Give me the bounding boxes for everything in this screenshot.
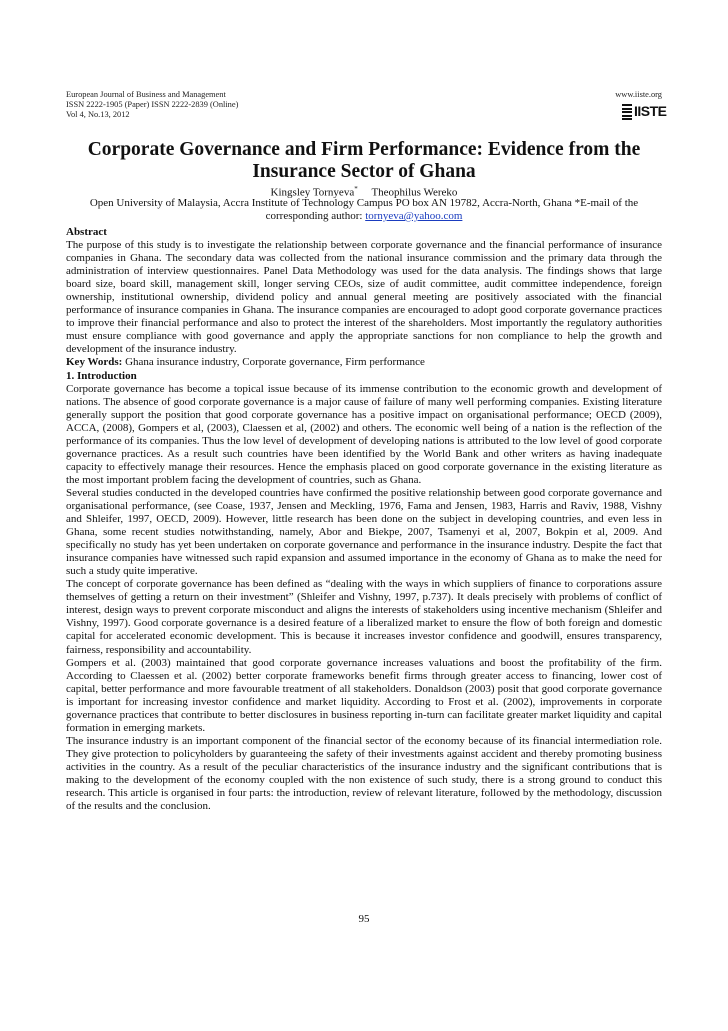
keywords-label: Key Words: <box>66 356 123 369</box>
author-2: Theophilus Wereko <box>371 186 458 199</box>
paragraph: The concept of corporate governance has been defined as “dealing with the ways in which suppliers of finance to corporations assure themselves of getting a return on their investment” (Shleifer and Vishny, 1997, p.737). It deals precisely with problems of conflict of interest, design ways to prevent corporate misconduct and aligns the interests of stakeholders using incentive mechanism (Shleifer and Vishny, 1997). Good corporate governance is a desired feature of a liberalized market to ensure the flow of both foreign and domestic capital for accelerated economic development. This is because it increases investor confidence and goodwill, ensures transparency, fairness, responsibility and accountability. <box>66 578 662 656</box>
abstract-heading: Abstract <box>66 226 107 238</box>
paragraph: The insurance industry is an important component of the financial sector of the economy because of its financial intermediation role. They give protection to policyholders by guaranteeing the safety of their investments against accident and thereby promoting business activities in the country. As a result of the peculiar characteristics of the insurance industry and the significant contributions that is making to the development of the economy coupled with the non existence of such study, there is a strong ground to conduct this research. This article is organised in four parts: the introduction, review of relevant literature, followed by the methodology, discussion of the results and the conclusion. <box>66 734 662 813</box>
abstract-text: The purpose of this study is to investigate the relationship between corporate governance and the financial performance of insurance companies in Ghana. The secondary data was collected from the national insurance commission and the primary data through the administration of interview questionnaires. Panel Data Methodology was used for the data analysis. The findings shows that large board size, board skill, management skill, longer serving CEOs, size of audit committee, audit committee independence, foreign ownership, institutional ownership, dividend policy and annual general meeting are positively associated with the financial performance of insurance companies in Ghana. The insurance companies are encouraged to adopt good corporate governance practices to improve their financial performance and also to protect the interest of the shareholders. Most importantly the regulatory authorities must ensure compliance with good governance and apply the appropriate sanctions for non compliance to help the growth and development of the insurance industry. <box>66 239 662 356</box>
journal-header <box>66 90 667 120</box>
affiliation-text: Open University of Malaysia, Accra Institute of Technology Campus PO box AN 19782, Accra-North, Ghana *E-mail of the corresponding author: <box>89 197 639 222</box>
paragraph: Several studies conducted in the developed countries have confirmed the positive relationship between good corporate governance and organisational performance, (see Coase, 1937, Jensen and Meckling, 1976, Fama and Jensen, 1983, Harris and Raviv, 1988, Vishny and Shleifer, 1997, OECD, 2009). However, little research has been done on the subject in developing countries, and even less in Ghana, some recent studies notwithstanding, namely, Abor and Biekpe, 2007, Tsamenyi et al, 2007, Bokpin et al, 2009. And specifically no study has yet been undertaken on corporate governance and performance in the insurance industry. Despite the fact that insurance companies have witnessed such rapid expansion and assumed importance in the economy of Ghana as to make the need for such a study quite imperative. <box>66 486 662 578</box>
page-number: 95 <box>358 913 370 925</box>
paper-body <box>66 226 662 813</box>
keywords-line <box>66 356 662 369</box>
journal-issn: ISSN 2222-1905 (Paper) ISSN 2222-2839 (Online) <box>66 100 239 109</box>
journal-name: European Journal of Business and Management <box>66 90 226 99</box>
journal-url[interactable]: www.iiste.org <box>615 90 662 99</box>
keywords-text: Ghana insurance industry, Corporate governance, Firm performance <box>122 356 425 369</box>
section-heading: 1. Introduction <box>66 369 137 382</box>
logo-text: IISTE <box>634 103 667 119</box>
paper-title: Corporate Governance and Firm Performance: Evidence from the Insurance Sector of Ghana <box>87 139 641 182</box>
paragraph: Gompers et al. (2003) maintained that good corporate governance increases valuations and boost the profitability of the firm. According to Claessen et al. (2002) better corporate frameworks benefit firms through greater access to financing, lower cost of capital, better performance and more favourable treatment of all stakeholders. Donaldson (2003) posit that good corporate governance is important for increasing investor confidence and market liquidity. According to Frost et al. (2002), improvements in corporate governance practices that contribute to better disclosures in business reporting in-turn can facilitate greater market liquidity and capital formation in emerging markets. <box>66 656 662 734</box>
corresponding-email-link[interactable]: tornyeva@yahoo.com <box>365 210 463 222</box>
affiliation <box>66 197 662 223</box>
logo-bars-icon <box>622 104 632 124</box>
author-1-mark: * <box>354 185 358 193</box>
journal-volume: Vol 4, No.13, 2012 <box>66 110 130 119</box>
iiste-logo <box>622 103 667 126</box>
paragraph: Corporate governance has become a topical issue because of its immense contribution to the economic growth and development of nations. The absence of good corporate governance is a major cause of failure of many well performing companies. Existing literature generally support the position that good corporate governance has a positive impact on organisational performance; OECD (2009), ACCA, (2008), Gompers et al, (2003), Claessen et al, (2002) and others. The economic well being of a nation is the reflection of the performance of its companies. Thus the low level of development of developing nations is attributed to the low level of good corporate governance practices. As a result such countries have been identified by the World Bank and other writers as having inadequate capacity to effectively manage their resources. Hence the emphasis placed on good corporate governance in the existing literature as the most important problem facing the development of countries, such as Ghana. <box>66 382 662 486</box>
author-1: Kingsley Tornyeva <box>270 186 355 199</box>
